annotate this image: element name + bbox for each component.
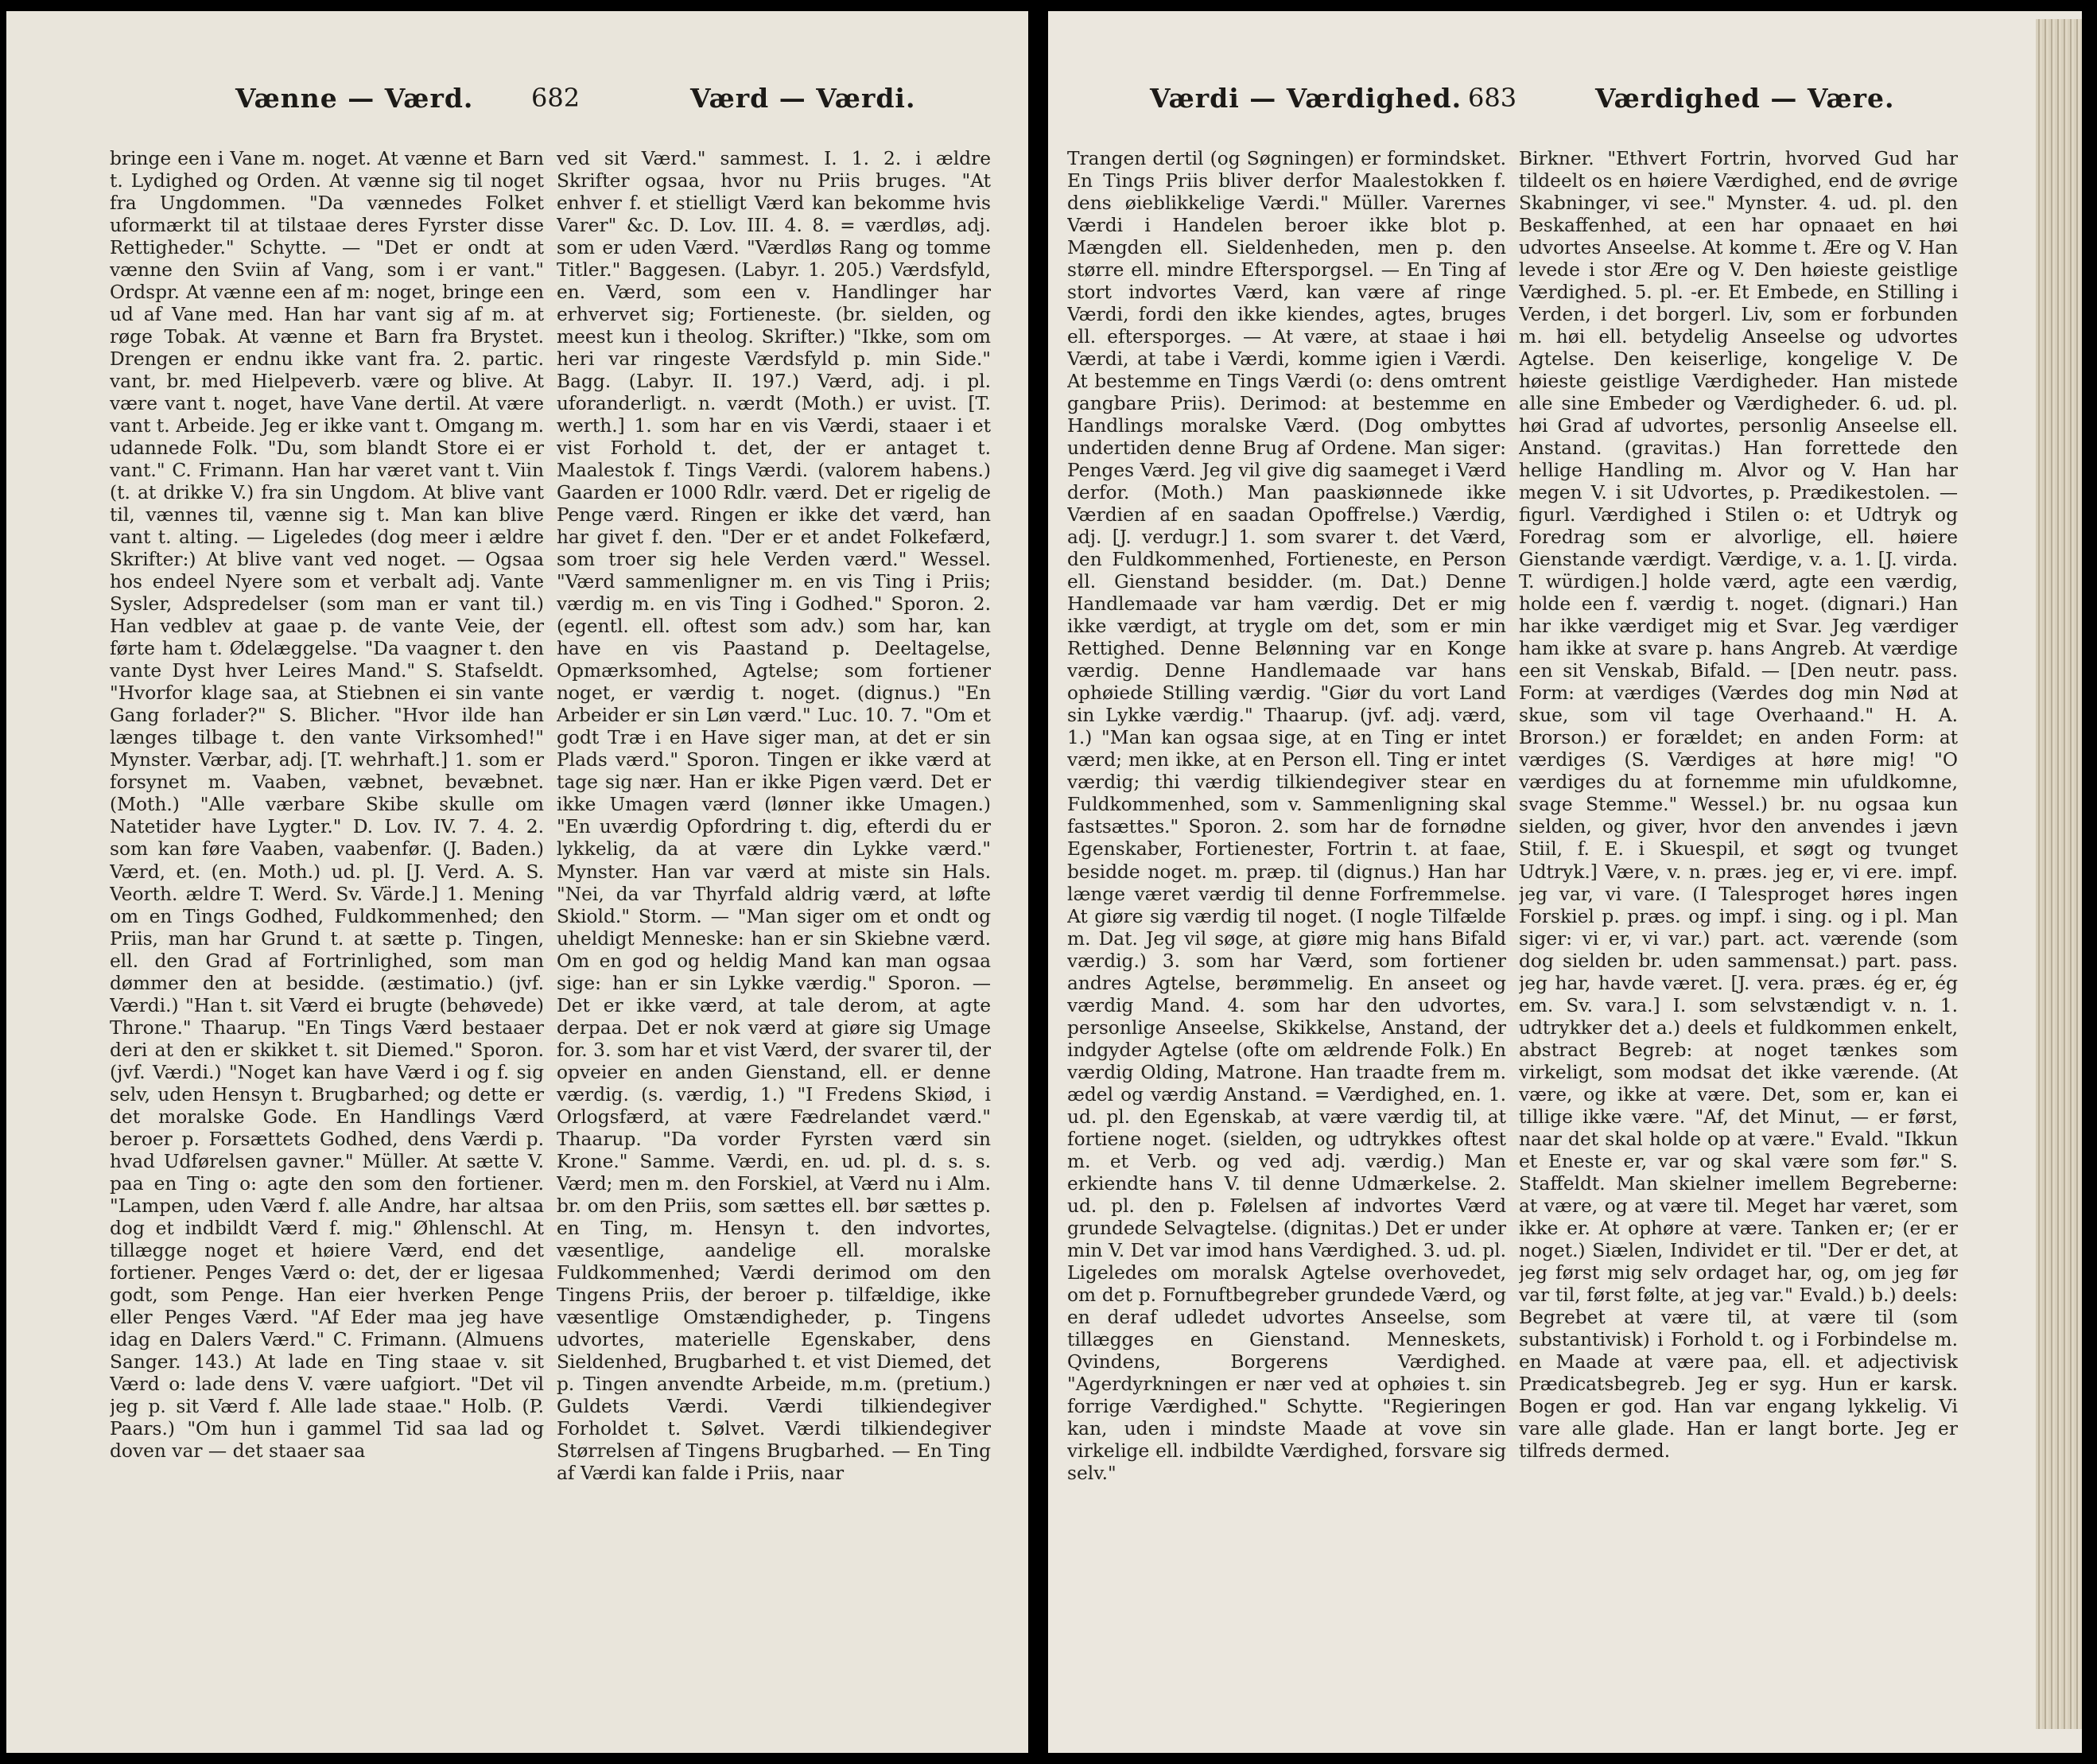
page-number: 682 xyxy=(531,83,581,113)
text-column-1 xyxy=(1067,148,1506,1635)
book-page-edges xyxy=(2036,19,2082,1729)
page-number: 683 xyxy=(1468,83,1517,113)
running-head-left: Værdi — Værdighed. xyxy=(1150,83,1462,114)
running-head-right: Værd — Værdi. xyxy=(690,83,916,114)
running-head-left: Vænne — Værd. xyxy=(235,83,474,114)
text-column-2 xyxy=(1519,148,1958,1635)
running-head-right: Værdighed — Være. xyxy=(1595,83,1895,114)
column-text: bringe een i Vane m. noget. At vænne et Barn t. Lydighed og Orden. At vænne sig til noget fra Ungdommen. "Da vænnedes Folket uformærkt til at tilstaae deres Fyrster disse Rettigheder." Schytte. — "Det er ondt at vænne den Sviin af Vang, som i er vant." Ordspr. At vænne een af m: noget, bringe een ud af Vane med. Han har vant sig af m. at røge Tobak. At vænne et Barn fra Brystet. Drengen er endnu ikke vant fra. 2. partic. vant, br. med Hielpeverb. være og blive. At være vant t. noget, have Vane dertil. At være vant t. Arbeide. Jeg er ikke vant t. Omgang m. udannede Folk. "Du, som blandt Store ei er vant." C. Frimann. Han har været vant t. Viin (t. at drikke V.) fra sin Ungdom. At blive vant til, vænnes til, vænne sig t. Man kan blive vant t. alting. — Ligeledes (dog meer i ældre Skrifter:) At blive vant ved noget. — Ogsaa hos endeel Nyere som et verbalt adj. Vante Sysler, Adspredelser (som man er vant til.) Han vedblev at gaae p. de vante Veie, der førte ham t. Ødelæggelse. "Da vaagner t. den vante Dyst hver Leires Mand." S. Stafseldt. "Hvorfor klage saa, at Stiebnen ei sin vante Gang forlader?" S. Blicher. "Hvor ilde han længes tilbage t. den vante Virksomhed!" Mynster. Værbar, adj. [T. wehrhaft.] 1. som er forsynet m. Vaaben, væbnet, bevæbnet. (Moth.) "Alle værbare Skibe skulle om Natetider have Lygter." D. Lov. IV. 7. 4. 2. som kan føre Vaaben, vaabenfør. (J. Baden.) Værd, et. (en. Moth.) ud. pl. [J. Verd. A. S. Veorth. ældre T. Werd. Sv. Värde.] 1. Mening om en Tings Godhed, Fuldkommenhed; den Priis, man har Grund t. at sætte p. Tingen, ell. den Grad af Fortrinlighed, som man dømmer den at besidde. (æstimatio.) (jvf. Værdi.) "Han t. sit Værd ei brugte (behøvede) Throne." Thaarup. "En Tings Værd bestaaer deri at den er skikket t. sit Diemed." Sporon. (jvf. Værdi.) "Noget kan have Værd i og f. sig selv, uden Hensyn t. Brugbarhed; og dette er det moralske Gode. En Handlings Værd beroer p. Forsættets Godhed, dens Værdi p. hvad Udførelsen gavner." Müller. At sætte V. paa en Ting o: agte den som den fortiener. "Lampen, uden Værd f. alle Andre, har altsaa dog et indbildt Værd f. mig." Øhlenschl. At tillægge noget et høiere Værd, end det fortiener. Penges Værd o: det, der er ligesaa godt, som Penge. Han eier hverken Penge eller Penges Værd. "Af Eder maa jeg have idag en Dalers Værd." C. Frimann. (Almuens Sanger. 143.) At lade en Ting staae v. sit Værd o: lade dens V. være uafgiort. "Det vil jeg p. sit Værd f. Alle lade staae." Holb. (P. Paars.) "Om hun i gammel Tid saa lad og doven var — det staaer saa xyxy=(110,148,544,1462)
column-text: ved sit Værd." sammest. I. 1. 2. i ældre Skrifter ogsaa, hvor nu Priis bruges. "At enhver f. et stielligt Værd kan bekomme hvis Varer" &c. D. Lov. III. 4. 8. = værdløs, adj. som er uden Værd. "Værdløs Rang og tomme Titler." Baggesen. (Labyr. 1. 205.) Værdsfyld, en. Værd, som een v. Handlinger har erhvervet sig; Fortieneste. (br. sielden, og meest kun i theolog. Skrifter.) "Ikke, som om heri var ringeste Værdsfyld p. min Side." Bagg. (Labyr. II. 197.) Værd, adj. i pl. uforanderligt. n. værdt (Moth.) er uvist. [T. werth.] 1. som har en vis Værdi, staaer i et vist Forhold t. det, der er antaget t. Maalestok f. Tings Værdi. (valorem habens.) Gaarden er 1000 Rdlr. værd. Det er rigelig de Penge værd. Ringen er ikke det værd, han har givet f. den. "Der er et andet Folkefærd, som troer sig hele Verden værd." Wessel. "Værd sammenligner m. en vis Ting i Priis; værdig m. en vis Ting i Godhed." Sporon. 2. (egentl. ell. oftest som adv.) som har, kan have en vis Paastand p. Deeltagelse, Opmærksomhed, Agtelse; som fortiener noget, er værdig t. noget. (dignus.) "En Arbeider er sin Løn værd." Luc. 10. 7. "Om et godt Træ i en Have siger man, at det er sin Plads værd." Sporon. Tingen er ikke værd at tage sig nær. Han er ikke Pigen værd. Det er ikke Umagen værd (lønner ikke Umagen.) "En uværdig Opfordring t. dig, efterdi du er lykkelig, da at være din Lykke værd." Mynster. Han var værd at miste sin Hals. "Nei, da var Thyrfald aldrig værd, at løfte Skiold." Storm. — "Man siger om et ondt og uheldigt Menneske: han er sin Skiebne værd. Om en god og heldig Mand kan man ogsaa sige: han er sin Lykke værdig." Sporon. — Det er ikke værd, at tale derom, at agte derpaa. Det er nok værd at giøre sig Umage for. 3. som har et vist Værd, der svarer til, der opveier en anden Gienstand, ell. er denne værdig. (s. værdig, 1.) "I Fredens Skiød, i Orlogsfærd, at være Fædrelandet værd." Thaarup. "Da vorder Fyrsten værd sin Krone." Samme. Værdi, en. ud. pl. d. s. s. Værd; men m. den Forskiel, at Værd nu i Alm. br. om den Priis, som sættes ell. bør sættes p. en Ting, m. Hensyn t. den indvortes, væsentlige, aandelige ell. moralske Fuldkommenhed; Værdi derimod om den Tingens Priis, der beroer p. tilfældige, ikke væsentlige Omstændigheder, p. Tingens udvortes, materielle Egenskaber, dens Sieldenhed, Brugbarhed t. et vist Diemed, det p. Tingen anvendte Arbeide, m.m. (pretium.) Guldets Værdi. Værdi tilkiendegiver Forholdet t. Sølvet. Værdi tilkiendegiver Størrelsen af Tingens Brugbarhed. — En Ting af Værdi kan falde i Priis, naar xyxy=(557,148,991,1484)
text-column-2 xyxy=(557,148,991,1635)
left-page xyxy=(6,11,1028,1753)
page-header xyxy=(1048,83,2082,130)
text-column-1 xyxy=(110,148,544,1635)
right-page xyxy=(1048,11,2082,1753)
column-text: Trangen dertil (og Søgningen) er formindsket. En Tings Priis bliver derfor Maalestokken f. dens øieblikkelige Værdi." Müller. Varernes Værdi i Handelen beroer ikke blot p. Mængden ell. Sieldenheden, men p. den større ell. mindre Eftersporgsel. — En Ting af stort indvortes Værd, kan være af ringe Værdi, fordi den ikke kiendes, agtes, bruges ell. eftersporges. — At være, at staae i høi Værdi, at tabe i Værdi, komme igien i Værdi. At bestemme en Tings Værdi (o: dens omtrent gangbare Priis). Derimod: at bestemme en Handlings moralske Værd. (Dog ombyttes undertiden denne Brug af Ordene. Man siger: Penges Værd. Jeg vil give dig saameget i Værd derfor. (Moth.) Man paaskiønnede ikke Værdien af en saadan Opoffrelse.) Værdig, adj. [J. verdugr.] 1. som svarer t. det Værd, den Fuldkommenhed, Fortieneste, en Person ell. Gienstand besidder. (m. Dat.) Denne Handlemaade var ham værdig. Det er mig ikke værdigt, at trygle om det, som er min Rettighed. Denne Belønning var en Konge værdig. Denne Handlemaade var hans ophøiede Stilling værdig. "Giør du vort Land sin Lykke værdig." Thaarup. (jvf. adj. værd, 1.) "Man kan ogsaa sige, at en Ting er intet værd; men ikke, at en Person ell. Ting er intet værdig; thi værdig tilkiendegiver stear en Fuldkommenhed, som v. Sammenligning skal fastsættes." Sporon. 2. som har de fornødne Egenskaber, Fortienester, Fortrin t. at faae, besidde noget. m. præp. til (dignus.) Han har længe været værdig til denne Forfremmelse. At giøre sig værdig til noget. (I nogle Tilfælde m. Dat. Jeg vil søge, at giøre mig hans Bifald værdig.) 3. som har Værd, som fortiener andres Agtelse, berømmelig. En anseet og værdig Mand. 4. som har den udvortes, personlige Anseelse, Skikkelse, Anstand, der indgyder Agtelse (ofte om ældrende Folk.) En værdig Olding, Matrone. Han traadte frem m. ædel og værdig Anstand. = Værdighed, en. 1. ud. pl. den Egenskab, at være værdig til, at fortiene noget. (sielden, og udtrykkes oftest m. et Verb. og ved adj. værdig.) Man erkiendte hans V. til denne Udmærkelse. 2. ud. pl. den p. Følelsen af indvortes Værd grundede Selvagtelse. (dignitas.) Det er under min V. Det var imod hans Værdighed. 3. ud. pl. Ligeledes om moralsk Agtelse overhovedet, om det p. Fornuftbegreber grundede Værd, og en deraf udledet udvortes Anseelse, som tillægges en Gienstand. Menneskets, Qvindens, Borgerens Værdighed. "Agerdyrkningen er nær ved at ophøies t. sin forrige Værdighed." Schytte. "Regieringen kan, uden i mindste Maade at vove sin virkelige ell. indbildte Værdighed, forsvare sig selv." xyxy=(1067,148,1506,1484)
page-header xyxy=(6,83,1028,130)
column-text: Birkner. "Ethvert Fortrin, hvorved Gud har tildeelt os en høiere Værdighed, end de øvrige Skabninger, vi see." Mynster. 4. ud. pl. den Beskaffenhed, at een har opnaaet en høi udvortes Anseelse. At komme t. Ære og V. Han levede i stor Ære og V. Den høieste geistlige Værdighed. 5. pl. -er. Et Embede, en Stilling i Verden, i det borgerl. Liv, som er forbunden m. høi ell. betydelig Anseelse og udvortes Agtelse. Den keiserlige, kongelige V. De høieste geistlige Værdigheder. Han mistede alle sine Embeder og Værdigheder. 6. ud. pl. høi Grad af udvortes, personlig Anseelse ell. Anstand. (gravitas.) Han forrettede den hellige Handling m. Alvor og V. Han har megen V. i sit Udvortes, p. Prædikestolen. — figurl. Værdighed i Stilen o: et Udtryk og Foredrag som er alvorlige, ell. høiere Gienstande værdigt. Værdige, v. a. 1. [J. virda. T. würdigen.] holde værd, agte een værdig, holde een f. værdig t. noget. (dignari.) Han har ikke værdiget mig et Svar. Jeg værdiger ham ikke at svare p. hans Angreb. At værdige een sit Venskab, Bifald. — [Den neutr. pass. Form: at værdiges (Værdes dog min Nød at skue, som vil tage Overhaand." H. A. Brorson.) er forældet; en anden Form: at værdiges (S. Værdiges at høre mig! "O værdiges du at fornemme min ufuldkomne, svage Stemme." Wessel.) br. nu ogsaa kun sielden, og giver, hvor den anvendes i jævn Stiil, f. E. i Skuespil, et søgt og tvunget Udtryk.] Være, v. n. præs. jeg er, vi ere. impf. jeg var, vi vare. (I Talesproget høres ingen Forskiel p. præs. og impf. i sing. og i pl. Man siger: vi er, vi var.) part. act. værende (som dog sielden br. uden sammensat.) part. pass. jeg har, havde været. [J. vera. præs. ég er, ég em. Sv. vara.] I. som selvstændigt v. n. 1. udtrykker det a.) deels et fuldkommen enkelt, abstract Begreb: at noget tænkes som virkeligt, som modsat det ikke værende. (At være, og ikke at være. Det, som er, kan ei tillige ikke være. "Af, det Minut, — er først, naar det skal holde op at være." Evald. "Ikkun et Eneste er, var og skal være som før." S. Staffeldt. Man skielner imellem Begreberne: at være, og at være til. Meget har været, som ikke er. At ophøre at være. Tanken er; (er er noget.) Siælen, Individet er til. "Der er det, at jeg først mig selv ordaget har, og, om jeg før var til, først følte, at jeg var." Evald.) b.) deels: Begrebet at være til, at være til (som substantivisk) i Forhold t. og i Forbindelse m. en Maade at være paa, ell. et adjectivisk Prædicatsbegreb. Jeg er syg. Hun er karsk. Bogen er god. Han var engang lykkelig. Vi vare alle glade. Han er langt borte. Jeg er tilfreds dermed. xyxy=(1519,148,1958,1462)
